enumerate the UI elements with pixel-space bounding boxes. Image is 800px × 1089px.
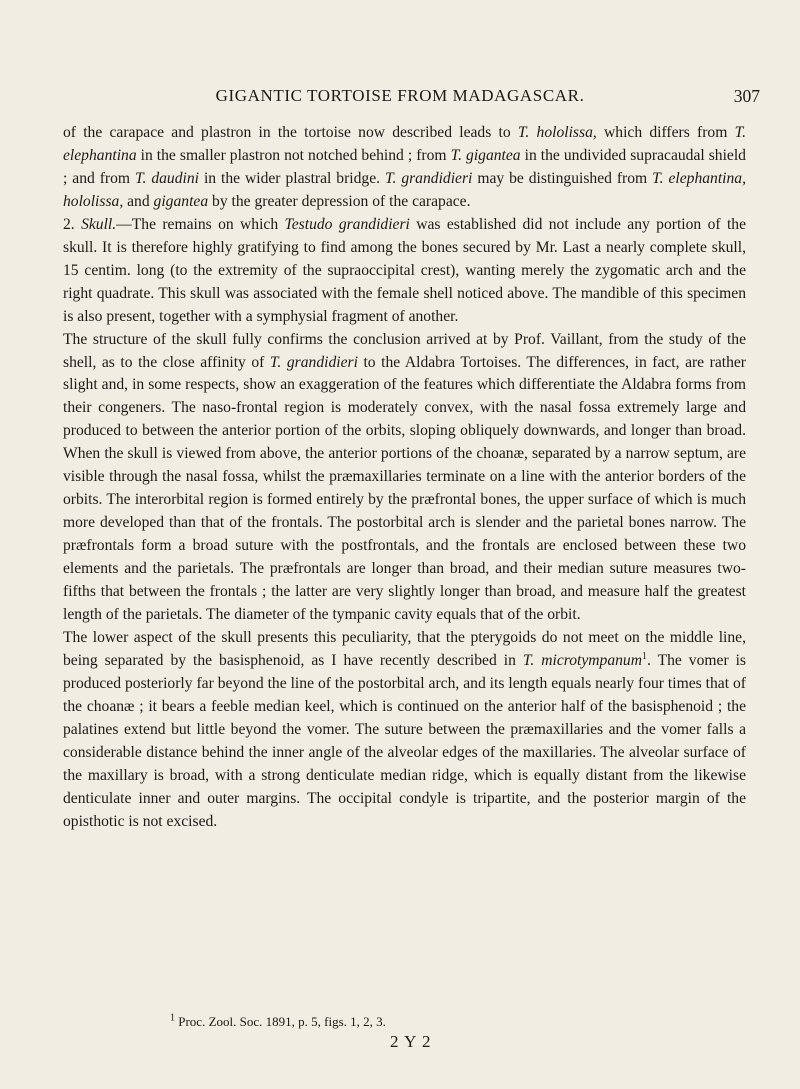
text-run: and [123,192,154,210]
italic-term: T. grandidieri [384,169,473,187]
italic-term: gigantea [153,192,209,210]
text-run: in the wider plastral bridge. [199,169,385,187]
text-run: to the Aldabra Tortoises. The differences, in fact, are rather slight and, in some respects, show an exaggeration of the features which differentiate the Aldabra forms from their congeners. The naso-frontal region is moderately convex, with the nasal fossa extremely large and produced to between the anterior portion of the orbits, sloping obliquely downwards, and longer than broad. When the skull is viewed from above, the anterior portions of the choanæ, separated by a narrow septum, are visible through the nasal fossa, whilst the præmaxillaries terminate on a line with the anterior borders of the orbits. The interorbital region is formed entirely by the præfrontal bones, the upper surface of which is much more developed than that of the frontals. The postorbital arch is slender and the parietal bones narrow. The præfrontals form a broad suture with the postfrontals, and the frontals are enclosed between these two elements and the parietals. The præfrontals are longer than broad, and their median suture measures two-fifths that between the frontals ; the latter are very slightly longer than broad, and measure half the greatest length of the parietals. The diameter of the tympanic cavity equals that of the orbit. [63,353,746,624]
footnote-text: Proc. Zool. Soc. 1891, p. 5, figs. 1, 2, 3. [178,1014,386,1029]
running-title: GIGANTIC TORTOISE FROM MADAGASCAR. [215,86,585,105]
text-run: —The remains on which [116,215,285,233]
italic-term: T. elephantina [63,124,746,164]
italic-term: T. elephantina, hololissa, [63,169,746,210]
paragraph [63,329,746,627]
text-run: , which differs from [592,124,735,141]
text-run: by the greater depression of the carapace. [208,192,471,210]
italic-term: T. gigantea [450,146,521,164]
paragraph [63,214,746,329]
page-number: 307 [733,86,760,106]
text-run: may be distinguished from [472,169,653,187]
footnote [170,1014,730,1030]
italic-term: T. hololissa [517,124,593,141]
paragraph [63,122,746,214]
text-run: The lower aspect of the skull presents this peculiarity, that the pterygoids do not meet on the middle line, being separated by the basisphenoid, as I have recently described in [63,628,746,669]
footnote-reference: 1 [642,650,647,662]
text-run: The structure of the skull fully confirms the conclusion arrived at by Prof. Vaillant, from the study of the shell, as to the close affinity of [63,330,746,371]
text-run: . The vomer is produced posteriorly far beyond the line of the postorbital arch, and its length equals nearly four times that of the choanæ ; it bears a feeble median keel, which is continued on the anterior half of the basisphenoid ; the palatines extend but little beyond the vomer. The suture between the præmaxillaries and the vomer falls a considerable distance behind the inner angle of the alveolar edges of the maxillaries. The alveolar surface of the maxillary is broad, with a strong denticulate median ridge, which is equally distant from the likewise denticulate inner and outer margins. The occipital condyle is tripartite, and the posterior margin of the opisthotic is not excised. [63,651,746,830]
text-run: 2. [63,215,82,233]
text-run: was established did not include any portion of the skull. It is therefore highly gratifying to find among the bones secured by Mr. Last a nearly complete skull, 15 centim. long (to the extremity of the supraoccipital crest), wanting merely the zygomatic arch and the right quadrate. This skull was associated with the female shell noticed above. The mandible of this specimen is also present, together with a symphysial fragment of another. [63,215,746,325]
text-run: in the smaller plastron not notched behind ; from [136,146,451,164]
page-header [60,86,760,112]
italic-term: Testudo grandidieri [284,215,410,233]
text-run: in the undivided supracaudal shield ; and from [63,146,746,187]
article-body [63,122,746,834]
footnote-mark: 1 [170,1012,175,1024]
italic-term: T. daudini [134,169,199,187]
italic-term: T. microtympanum [522,651,642,669]
signature-mark: 2 Y 2 [390,1032,432,1051]
text-run: of the carapace and plastron in the tortoise now described leads to [63,124,518,141]
italic-term: Skull. [81,215,117,233]
italic-term: T. grandidieri [269,353,358,371]
paragraph [63,627,746,834]
